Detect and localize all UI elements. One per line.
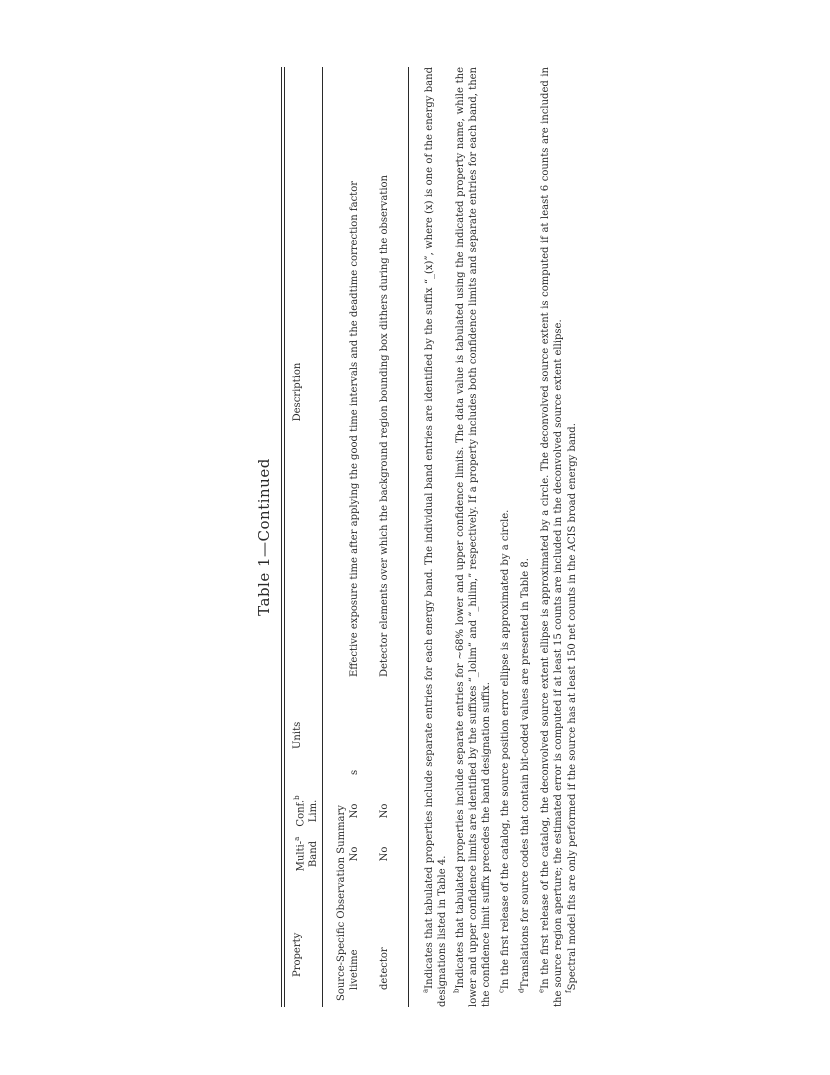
row-detector-conflim: No: [379, 803, 390, 819]
footnote-c: [499, 67, 512, 1007]
footnote-e-text: In the first release of the catalog, the deconvolved source extent ellipse is approximated by a circle. The deconvolved source extent is computed if at least 6 counts are included in the source region aperture; the estimated error is computed if at least 15 counts are included in the deconvolved source extent ellipse.: [540, 67, 564, 1007]
footnote-a-text: Indicates that tabulated properties include separate entries for each energy band. The individual band entries are identified by the suffix “_(x)”, where (x) is one of the energy band designations listed in Table 4.: [424, 67, 448, 1007]
row-detector-multiband: No: [379, 846, 390, 862]
header-conflim-sup: b: [293, 795, 301, 800]
bottom-rule: [408, 67, 409, 1007]
header-units: Units: [292, 721, 303, 749]
rotated-table-block: [255, 67, 578, 1007]
footnote-c-text: In the first release of the catalog, the source position error ellipse is approximated by a circle.: [500, 509, 511, 990]
row-livetime-description: Effective exposure time after applying the good time intervals and the deadtime correction factor: [349, 180, 360, 677]
row-detector-description: Detector elements over which the background region bounding box dithers during the observation: [379, 175, 390, 677]
row-livetime-units: s: [349, 769, 360, 775]
table-caption: Table 1—Continued: [255, 458, 273, 616]
header-property: Property: [292, 932, 303, 977]
footnote-a-mark: a: [421, 988, 430, 993]
header-multiband-sup: a: [293, 836, 301, 841]
footnote-f-mark: f: [564, 990, 573, 993]
header-description: Description: [292, 362, 303, 422]
row-livetime-property: livetime: [349, 949, 360, 990]
footnote-d-text: Translations for source codes that contain bit-coded values are presented in Table 8.: [520, 558, 531, 989]
footnote-c-mark: c: [497, 989, 506, 993]
row-livetime-multiband: No: [349, 846, 360, 862]
header-multiband: [291, 834, 320, 874]
header-rule: [322, 67, 323, 1007]
footnote-f: [566, 67, 579, 1007]
footnote-e: [539, 67, 565, 1007]
header-conflim-line2: Lim.: [308, 799, 320, 823]
header-multiband-line1: Multi-: [295, 840, 307, 872]
footnote-a: [423, 67, 449, 1007]
header-multiband-line2: Band: [308, 840, 320, 868]
footnote-b-text: Indicates that tabulated properties include separate entries for ∼68% lower and upper confidence limits. The data value is tabulated using the indicated property name, while the lower and upper confidence limits are identified by the suffixes “_lolim” and “_hilim,” respectively. If a property includes both confidence limits and separate entries for each band, then the confidence limit suffix precedes the band designation suffix.: [455, 67, 492, 1007]
footnote-b-mark: b: [452, 988, 461, 993]
footnote-d: [519, 67, 532, 1007]
top-rule-2: [284, 67, 285, 1007]
row-livetime-conflim: No: [349, 803, 360, 819]
footnote-f-text: Spectral model fits are only performed if the source has at least 150 net counts in the ACIS broad energy band.: [567, 423, 578, 991]
footnote-e-mark: e: [537, 988, 546, 993]
row-detector-property: detector: [379, 947, 390, 990]
footnote-d-mark: d: [517, 988, 526, 993]
footnote-b: [454, 67, 493, 1007]
header-conflim: [291, 791, 320, 831]
top-rule-1: [281, 67, 282, 1007]
section-title: Source-Specific Observation Summary: [336, 805, 347, 1001]
header-conflim-line1: Conf.: [295, 799, 307, 827]
